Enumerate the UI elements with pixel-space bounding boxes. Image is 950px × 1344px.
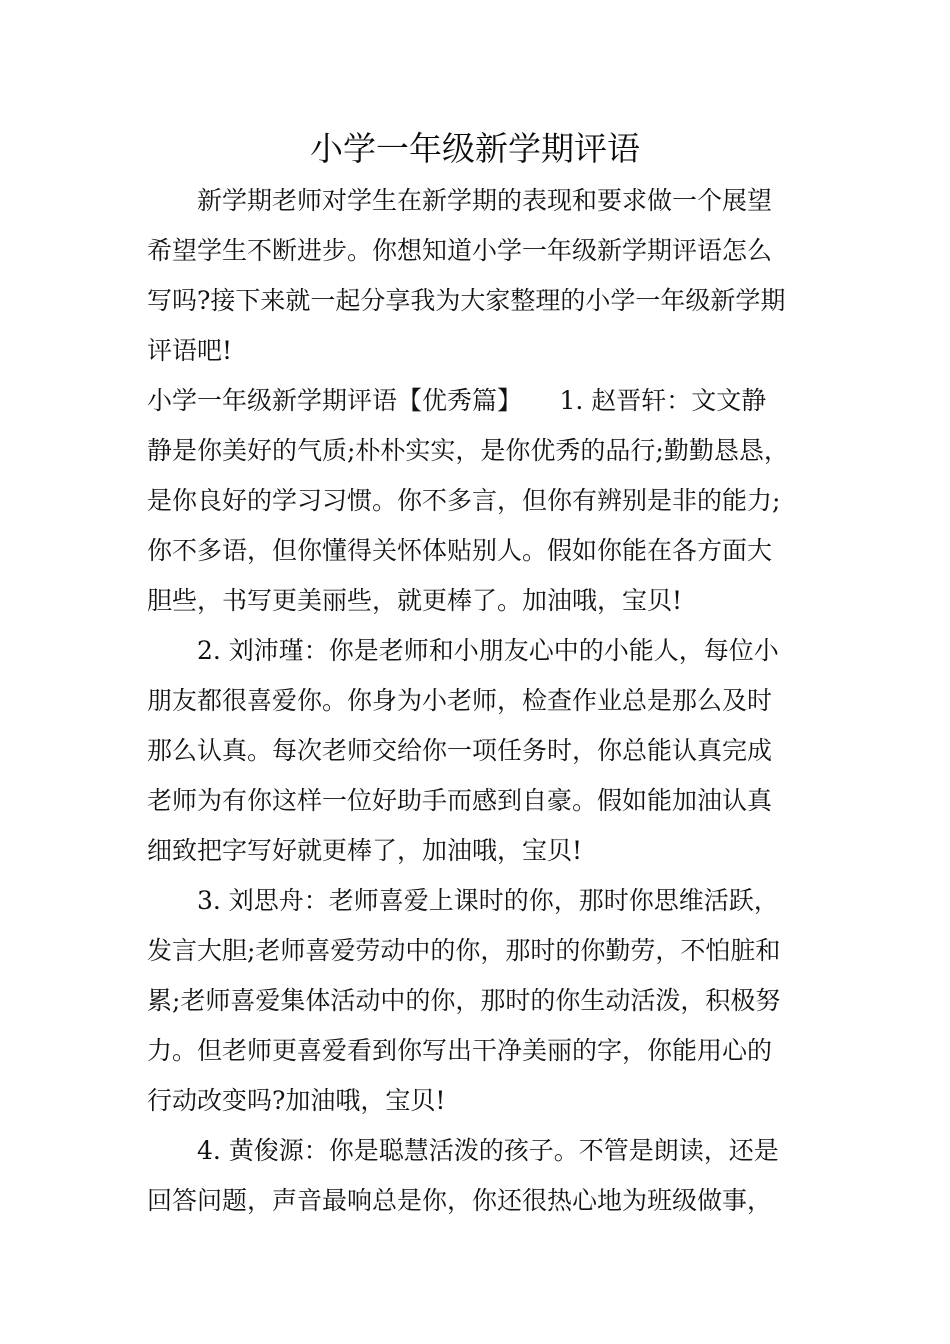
- paragraph-line: 写吗?接下来就一起分享我为大家整理的小学一年级新学期: [147, 286, 786, 315]
- paragraph-line: 胆些，书写更美丽些，就更棒了。加油哦，宝贝!: [147, 586, 683, 615]
- paragraph-line: 那么认真。每次老师交给你一项任务时，你总能认真完成: [147, 736, 773, 765]
- paragraph-line: 4. 黄俊源：你是聪慧活泼的孩子。不管是朗读，还是: [197, 1136, 779, 1165]
- paragraph-line: 小学一年级新学期评语【优秀篇】 1. 赵晋轩：文文静: [147, 386, 767, 415]
- paragraph-line: 静是你美好的气质;朴朴实实，是你优秀的品行;勤勤恳恳，: [147, 436, 789, 465]
- paragraph-line: 是你良好的学习习惯。你不多言，但你有辨别是非的能力;: [147, 486, 781, 515]
- paragraph-line: 希望学生不断进步。你想知道小学一年级新学期评语怎么: [147, 236, 773, 265]
- paragraph-line: 累;老师喜爱集体活动中的你，那时的你生动活泼，积极努: [147, 986, 781, 1015]
- paragraph-line: 3. 刘思舟：老师喜爱上课时的你，那时你思维活跃，: [197, 886, 779, 915]
- paragraph-line: 你不多语，但你懂得关怀体贴别人。假如你能在各方面大: [147, 536, 773, 565]
- paragraph-line: 老师为有你这样一位好助手而感到自豪。假如能加油认真: [147, 786, 773, 815]
- paragraph-line: 朋友都很喜爱你。你身为小老师，检查作业总是那么及时: [147, 686, 773, 715]
- paragraph-line: 力。但老师更喜爱看到你写出干净美丽的字，你能用心的: [147, 1036, 773, 1065]
- paragraph-line: 行动改变吗?加油哦，宝贝!: [147, 1086, 446, 1115]
- paragraph-line: 细致把字写好就更棒了，加油哦，宝贝!: [147, 836, 583, 865]
- paragraph-line: 回答问题，声音最响总是你，你还很热心地为班级做事，: [147, 1186, 773, 1215]
- paragraph-line: 发言大胆;老师喜爱劳动中的你，那时的你勤劳，不怕脏和: [147, 936, 781, 965]
- document-title: 小学一年级新学期评语: [310, 129, 640, 168]
- paragraph-line: 新学期老师对学生在新学期的表现和要求做一个展望: [197, 186, 773, 215]
- paragraph-line: 2. 刘沛瑾：你是老师和小朋友心中的小能人，每位小: [197, 636, 779, 665]
- paragraph-line: 评语吧!: [147, 336, 233, 365]
